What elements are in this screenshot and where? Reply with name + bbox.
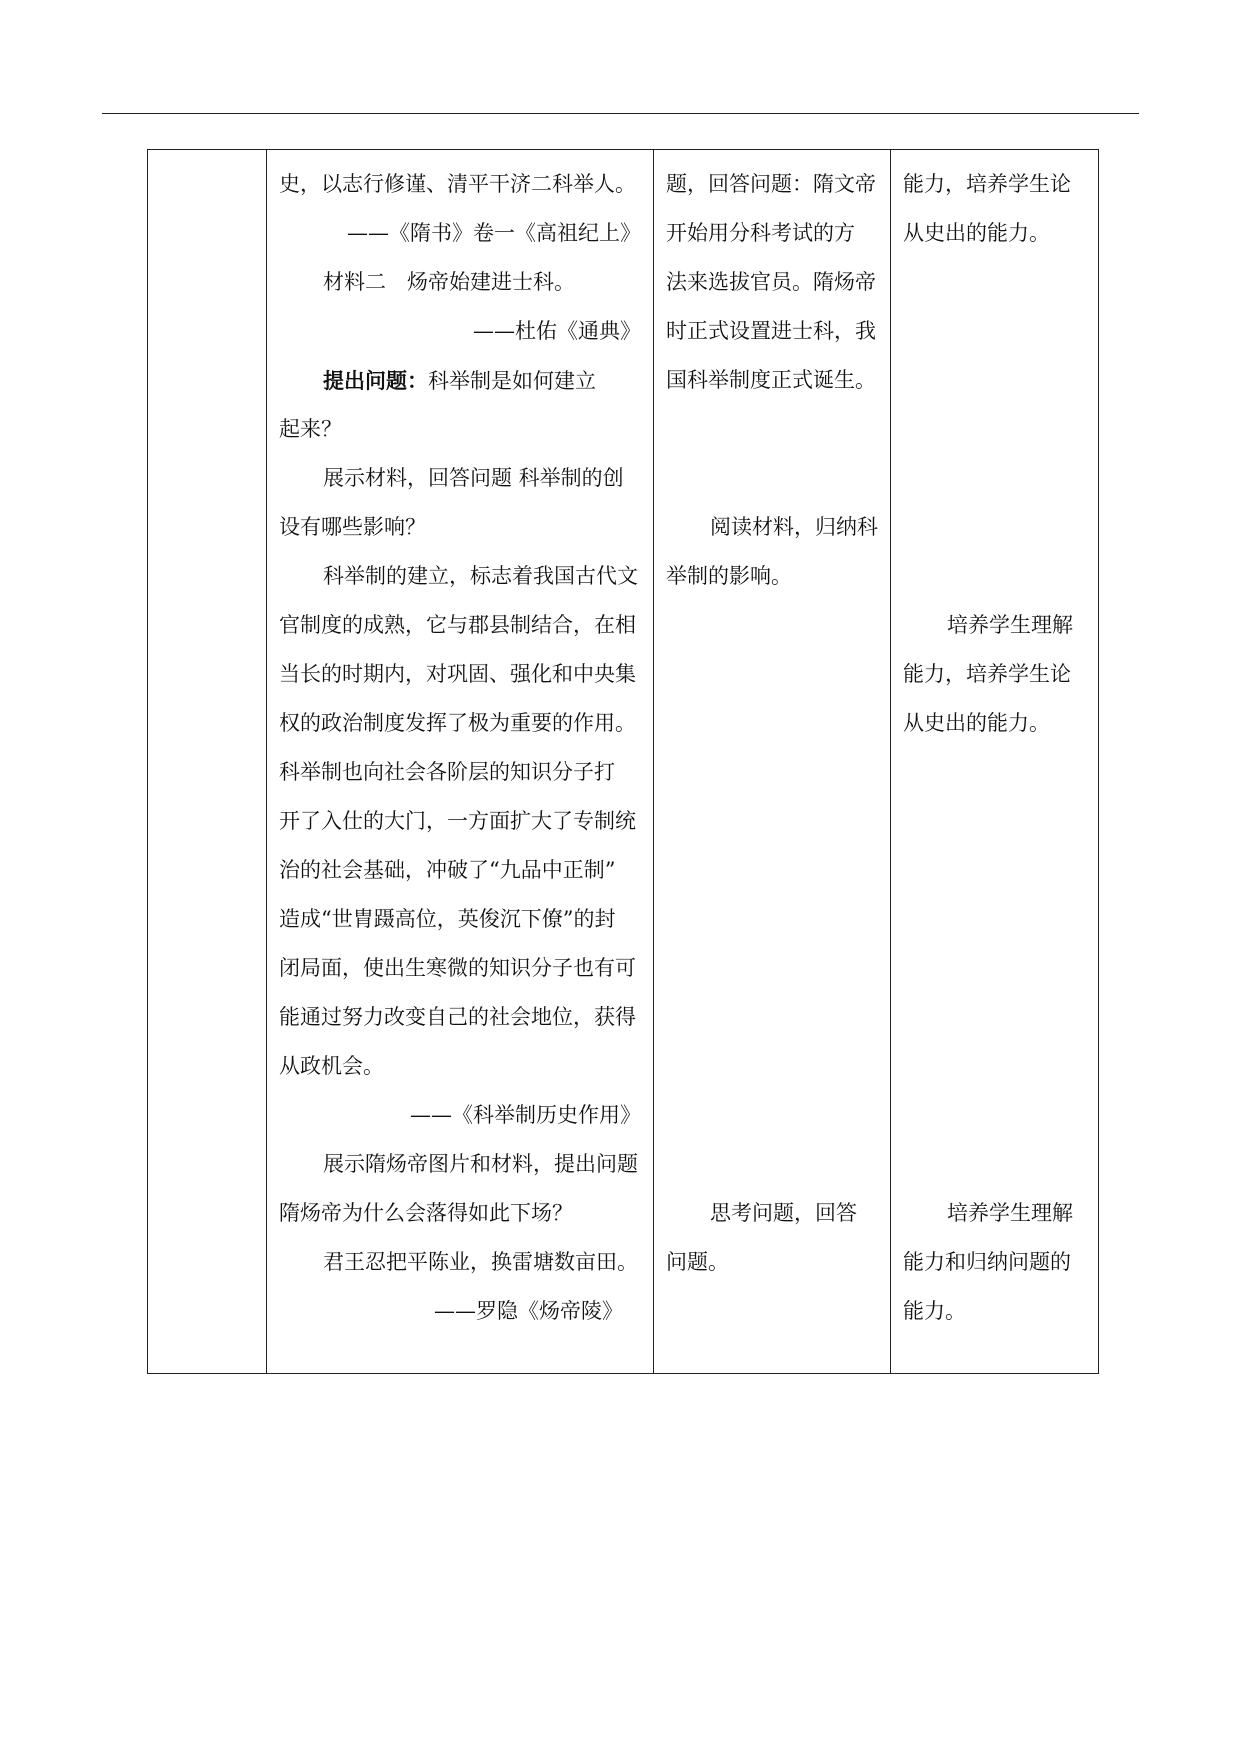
text-line: 史，以志行修谨、清平干济二科举人。 — [279, 172, 636, 196]
teacher-activity-cell — [267, 150, 654, 1374]
text-line: 问题。 — [666, 1250, 729, 1274]
text-line: 能力和归纳问题的 — [903, 1250, 1071, 1274]
text-line: 能通过努力改变自己的社会地位，获得 — [279, 1005, 636, 1029]
text-line: 隋炀帝为什么会落得如此下场？ — [279, 1201, 573, 1225]
spacer — [666, 405, 878, 503]
citation-line: ——《科举制历史作用》 — [410, 1103, 641, 1127]
text-line: 设有哪些影响？ — [279, 515, 426, 539]
student-activity-cell — [654, 150, 891, 1374]
lesson-plan-table — [147, 149, 1099, 1374]
text-line: 举制的影响。 — [666, 564, 792, 588]
text-line: 培养学生理解 — [947, 613, 1073, 637]
text-line: 科举制也向社会各阶层的知识分子打 — [279, 760, 615, 784]
citation-line: ——《隋书》卷一《高祖纪上》 — [347, 221, 641, 245]
text-line: 法来选拔官员。隋炀帝 — [666, 270, 876, 294]
question-label: 提出问题： — [323, 368, 428, 393]
citation-line: ——罗隐《炀帝陵》 — [434, 1299, 623, 1323]
text-line: 材料二 炀帝始建进士科。 — [323, 270, 575, 294]
text-line: 展示隋炀帝图片和材料，提出问题 — [323, 1152, 638, 1176]
spacer — [903, 748, 1086, 1189]
text-line: 君王忍把平陈业，换雷塘数亩田。 — [323, 1250, 638, 1274]
text-line: 科举制的建立，标志着我国古代文 — [323, 564, 638, 588]
text-line: 国科举制度正式诞生。 — [666, 368, 876, 392]
text-line: 治的社会基础，冲破了“九品中正制” — [279, 858, 616, 882]
text-line: 从史出的能力。 — [903, 711, 1050, 735]
text-line: 能力。 — [903, 1299, 966, 1323]
text-line: 时正式设置进士科，我 — [666, 319, 876, 343]
text-line: 培养学生理解 — [947, 1201, 1073, 1225]
table-row — [148, 150, 1099, 1374]
design-intent-cell — [891, 150, 1099, 1374]
text-line: 从史出的能力。 — [903, 221, 1050, 245]
text-line: 开了入仕的大门，一方面扩大了专制统 — [279, 809, 636, 833]
text-line: 开始用分科考试的方 — [666, 221, 855, 245]
text-line: 起来？ — [279, 417, 342, 441]
question-text: 科举制是如何建立 — [428, 369, 596, 393]
text-line: 官制度的成熟，它与郡县制结合，在相 — [279, 613, 636, 637]
text-line: 题，回答问题：隋文帝 — [666, 172, 876, 196]
text-line: 造成“世胄蹑高位，英俊沉下僚”的封 — [279, 907, 616, 931]
text-line: 当长的时期内，对巩固、强化和中央集 — [279, 662, 636, 686]
citation-line: ——杜佑《通典》 — [473, 319, 641, 343]
stage-cell — [148, 150, 267, 1374]
text-line: 能力，培养学生论 — [903, 172, 1071, 196]
text-line: 权的政治制度发挥了极为重要的作用。 — [279, 711, 636, 735]
spacer — [666, 601, 878, 1189]
text-line: 闭局面，使出生寒微的知识分子也有可 — [279, 956, 636, 980]
header-rule — [102, 113, 1139, 114]
question-line — [279, 356, 641, 405]
text-line: 能力，培养学生论 — [903, 662, 1071, 686]
text-line: 思考问题，回答 — [710, 1201, 857, 1225]
text-line: 展示材料，回答问题 科举制的创 — [323, 466, 624, 490]
spacer — [903, 258, 1086, 601]
text-line: 从政机会。 — [279, 1054, 384, 1078]
text-line: 阅读材料，归纳科 — [710, 515, 878, 539]
